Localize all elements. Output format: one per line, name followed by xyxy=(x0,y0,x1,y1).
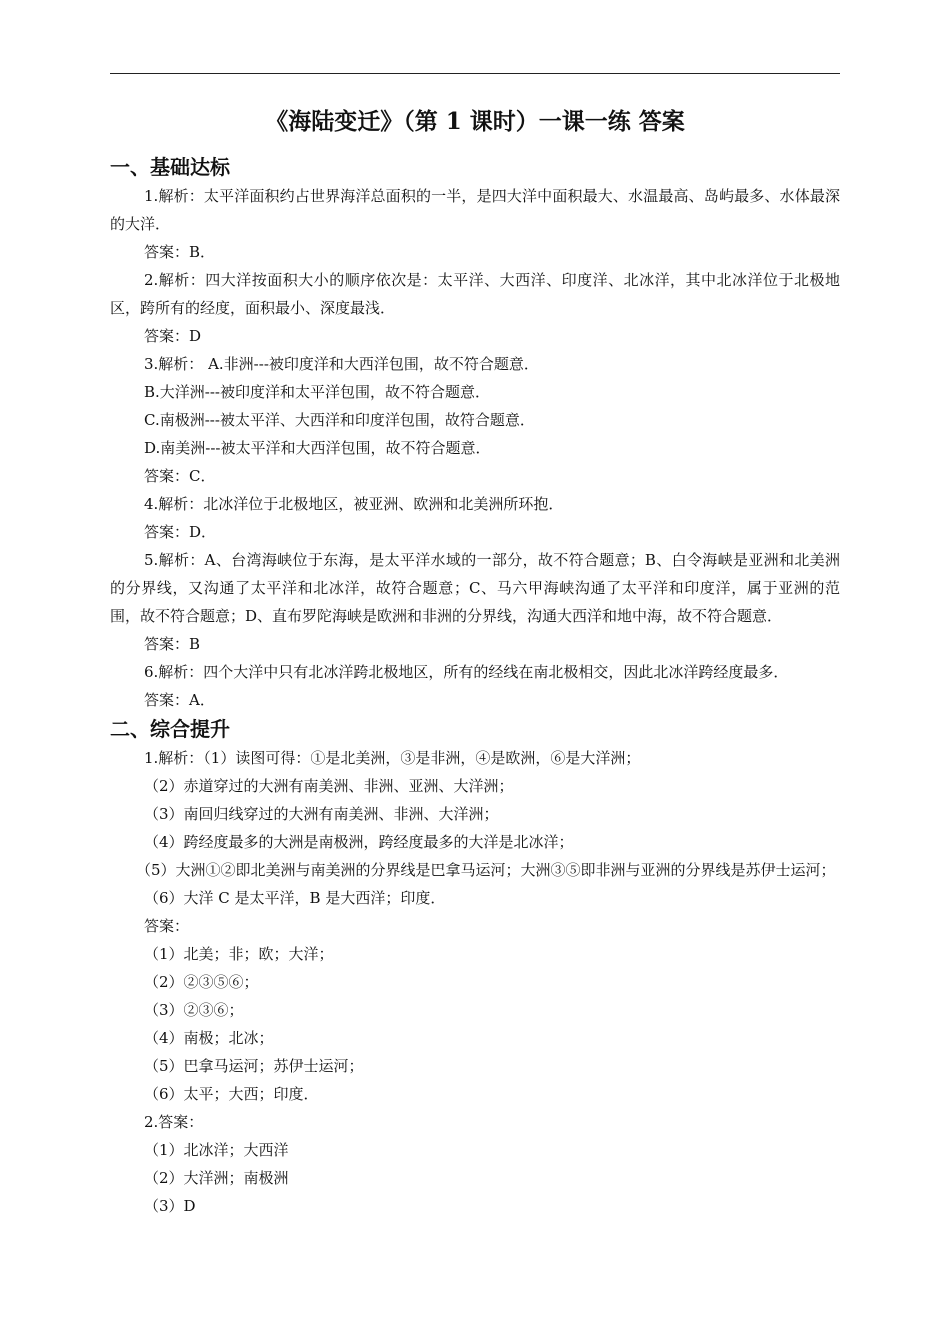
section-heading-comprehensive: 二、综合提升 xyxy=(110,717,230,741)
s2-q1-part2: （2）赤道穿过的大洲有南美洲、非洲、亚洲、大洋洲； xyxy=(144,777,514,795)
s1-q2-analysis: 2.解析：四大洋按面积大小的顺序依次是：太平洋、大西洋、印度洋、北冰洋，其中北冰洋位于北极地区，跨所有的经度，面积最小、深度最浅． xyxy=(110,271,840,317)
s1-q3-option-d: D.南美洲---被太平洋和大西洋包围，故不符合题意． xyxy=(144,439,491,457)
s1-q1-analysis: 1.解析：太平洋面积约占世界海洋总面积的一半，是四大洋中面积最大、水温最高、岛屿最多、水体最深的大洋． xyxy=(110,187,840,233)
s1-q4-analysis: 4.解析：北冰洋位于北极地区，被亚洲、欧洲和北美洲所环抱． xyxy=(144,495,564,513)
s2-q1-answer-3: （3）②③⑥； xyxy=(144,1001,244,1019)
document-title: 《海陆变迁》（第 1 课时）一课一练 答案 xyxy=(265,108,685,135)
s1-q3-option-b: B.大洋洲---被印度洋和太平洋包围，故不符合题意． xyxy=(144,383,490,401)
s1-q3-option-c: C.南极洲---被太平洋、大西洋和印度洋包围，故符合题意． xyxy=(144,411,535,429)
s1-q3-answer: 答案：C． xyxy=(144,467,216,485)
section-heading-basic: 一、基础达标 xyxy=(110,155,230,179)
s2-q1-answer-2: （2）②③⑤⑥； xyxy=(144,973,259,991)
s2-q2-answer-label: 2.答案： xyxy=(144,1113,204,1131)
s2-q1-answer-4: （4）南极；北冰； xyxy=(144,1029,274,1047)
s2-q2-answer-3: （3）D xyxy=(144,1197,196,1215)
s2-q2-answer-2: （2）大洋洲；南极洲 xyxy=(144,1169,289,1187)
document-body xyxy=(110,104,840,1220)
header-rule xyxy=(110,73,840,74)
s2-q1-part5: （5）大洲①②即北美洲与南美洲的分界线是巴拿马运河；大洲③⑤即非洲与亚洲的分界线是苏伊士运河； xyxy=(136,861,836,879)
s2-q1-answer-5: （5）巴拿马运河；苏伊士运河； xyxy=(144,1057,364,1075)
s2-q1-part3: （3）南回归线穿过的大洲有南美洲、非洲、大洋洲； xyxy=(144,805,499,823)
s1-q5-answer: 答案：B xyxy=(144,635,201,653)
s2-q1-answer-1: （1）北美；非；欧；大洋； xyxy=(144,945,334,963)
s1-q2-answer: 答案：D xyxy=(144,327,202,345)
s2-q1-part4: （4）跨经度最多的大洲是南极洲，跨经度最多的大洋是北冰洋； xyxy=(144,833,574,851)
s2-q1-answer-label: 答案： xyxy=(144,917,190,935)
s2-q1-answer-6: （6）太平；大西；印度． xyxy=(144,1085,319,1103)
s2-q1-analysis: 1.解析：（1）读图可得：①是北美洲，③是非洲，④是欧洲，⑥是大洋洲； xyxy=(144,749,641,767)
s1-q4-answer: 答案：D． xyxy=(144,523,217,541)
s2-q1-part6: （6）大洋 C 是太平洋，B 是大西洋；印度． xyxy=(144,889,446,907)
s1-q5-analysis: 5.解析：A、台湾海峡位于东海，是太平洋水域的一部分，故不符合题意；B、白令海峡是亚洲和北美洲的分界线，又沟通了太平洋和北冰洋，故符合题意；C、马六甲海峡沟通了太平洋和印度洋，属于亚洲的范围，故不符合题意；D、直布罗陀海峡是欧洲和非洲的分界线，沟通大西洋和地中海，故不符合题意． xyxy=(110,551,840,625)
s2-q2-answer-1: （1）北冰洋；大西洋 xyxy=(144,1141,289,1159)
s1-q6-answer: 答案：A． xyxy=(144,691,215,709)
s1-q6-analysis: 6.解析：四个大洋中只有北冰洋跨北极地区，所有的经线在南北极相交，因此北冰洋跨经度最多． xyxy=(144,663,789,681)
s1-q3-analysis: 3.解析： A.非洲---被印度洋和大西洋包围，故不符合题意． xyxy=(144,355,539,373)
s1-q1-answer: 答案：B． xyxy=(144,243,216,261)
